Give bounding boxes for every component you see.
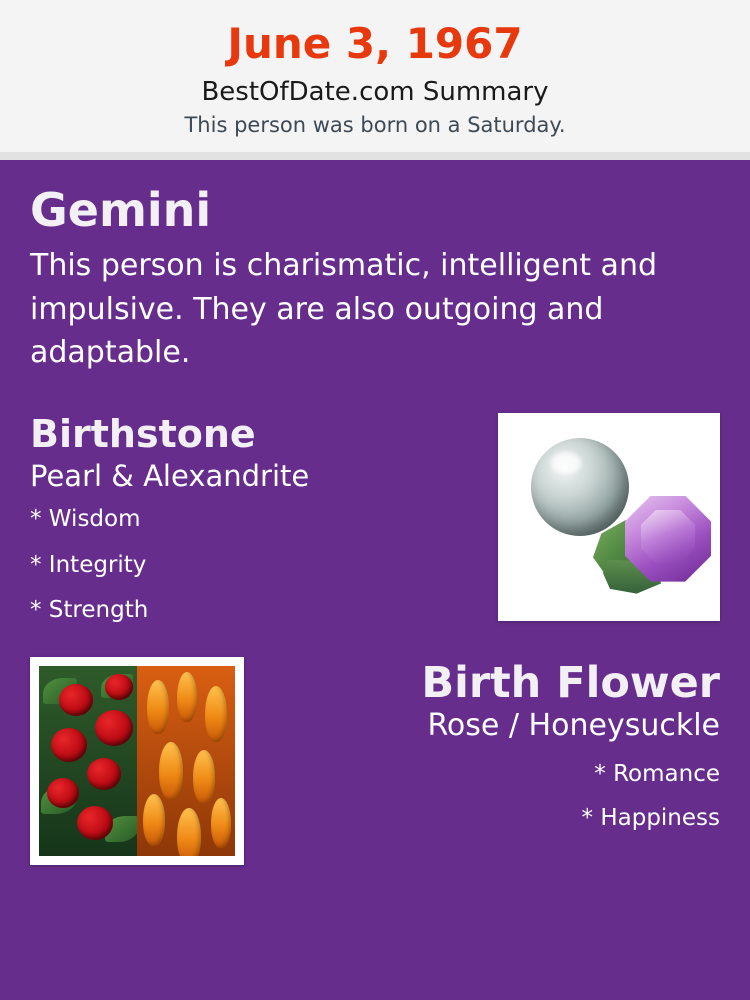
birth-flower-title: Birth Flower bbox=[421, 658, 720, 709]
birthstone-trait: * Wisdom bbox=[30, 506, 141, 533]
rose-icon bbox=[77, 806, 113, 840]
roses-photo-half bbox=[39, 666, 137, 856]
honeysuckle-bloom-icon bbox=[211, 798, 231, 848]
honeysuckle-bloom-icon bbox=[205, 686, 227, 742]
birthstone-trait: * Integrity bbox=[30, 551, 147, 578]
rose-icon bbox=[51, 728, 87, 762]
page-title-date: June 3, 1967 bbox=[227, 19, 523, 68]
rose-icon bbox=[87, 758, 121, 790]
born-day-label: This person was born on a Saturday. bbox=[184, 112, 566, 137]
honeysuckle-bloom-icon bbox=[193, 750, 215, 804]
rose-icon bbox=[105, 674, 133, 700]
rose-icon bbox=[95, 710, 133, 746]
birth-flower-image bbox=[30, 657, 244, 865]
zodiac-sign-title: Gemini bbox=[30, 182, 212, 237]
honeysuckle-bloom-icon bbox=[177, 672, 197, 722]
pearl-highlight-icon bbox=[551, 452, 581, 474]
honeysuckle-bloom-icon bbox=[143, 794, 165, 846]
pearl-shape-icon bbox=[531, 438, 629, 536]
birthstone-title: Birthstone bbox=[30, 411, 256, 456]
honeysuckle-bloom-icon bbox=[177, 808, 201, 856]
birth-flower-image-canvas bbox=[39, 666, 235, 856]
birth-flower-section bbox=[30, 657, 720, 865]
birth-flower-trait: * Happiness bbox=[581, 804, 720, 831]
birthstone-image bbox=[498, 413, 720, 621]
header-divider bbox=[0, 152, 750, 160]
birth-flower-text-group bbox=[266, 657, 720, 849]
header bbox=[0, 0, 750, 152]
honeysuckle-photo-half bbox=[137, 666, 235, 856]
honeysuckle-bloom-icon bbox=[159, 742, 183, 800]
birthstone-text-group bbox=[30, 413, 482, 624]
birthstone-image-canvas bbox=[507, 422, 711, 612]
birthstone-trait: * Strength bbox=[30, 596, 149, 623]
details-panel bbox=[0, 160, 750, 1000]
alexandrite-facet-icon bbox=[641, 510, 695, 564]
rose-icon bbox=[59, 684, 93, 716]
birthstone-section bbox=[30, 413, 720, 624]
zodiac-description: This person is charismatic, intelligent and impulsive. They are also outgoing and adaptable. bbox=[30, 248, 657, 371]
honeysuckle-bloom-icon bbox=[147, 680, 169, 734]
birthstone-names: Pearl & Alexandrite bbox=[30, 458, 310, 493]
birth-flower-trait: * Romance bbox=[594, 761, 720, 788]
birth-flower-names: Rose / Honeysuckle bbox=[427, 708, 720, 744]
site-summary-label: BestOfDate.com Summary bbox=[201, 77, 549, 108]
